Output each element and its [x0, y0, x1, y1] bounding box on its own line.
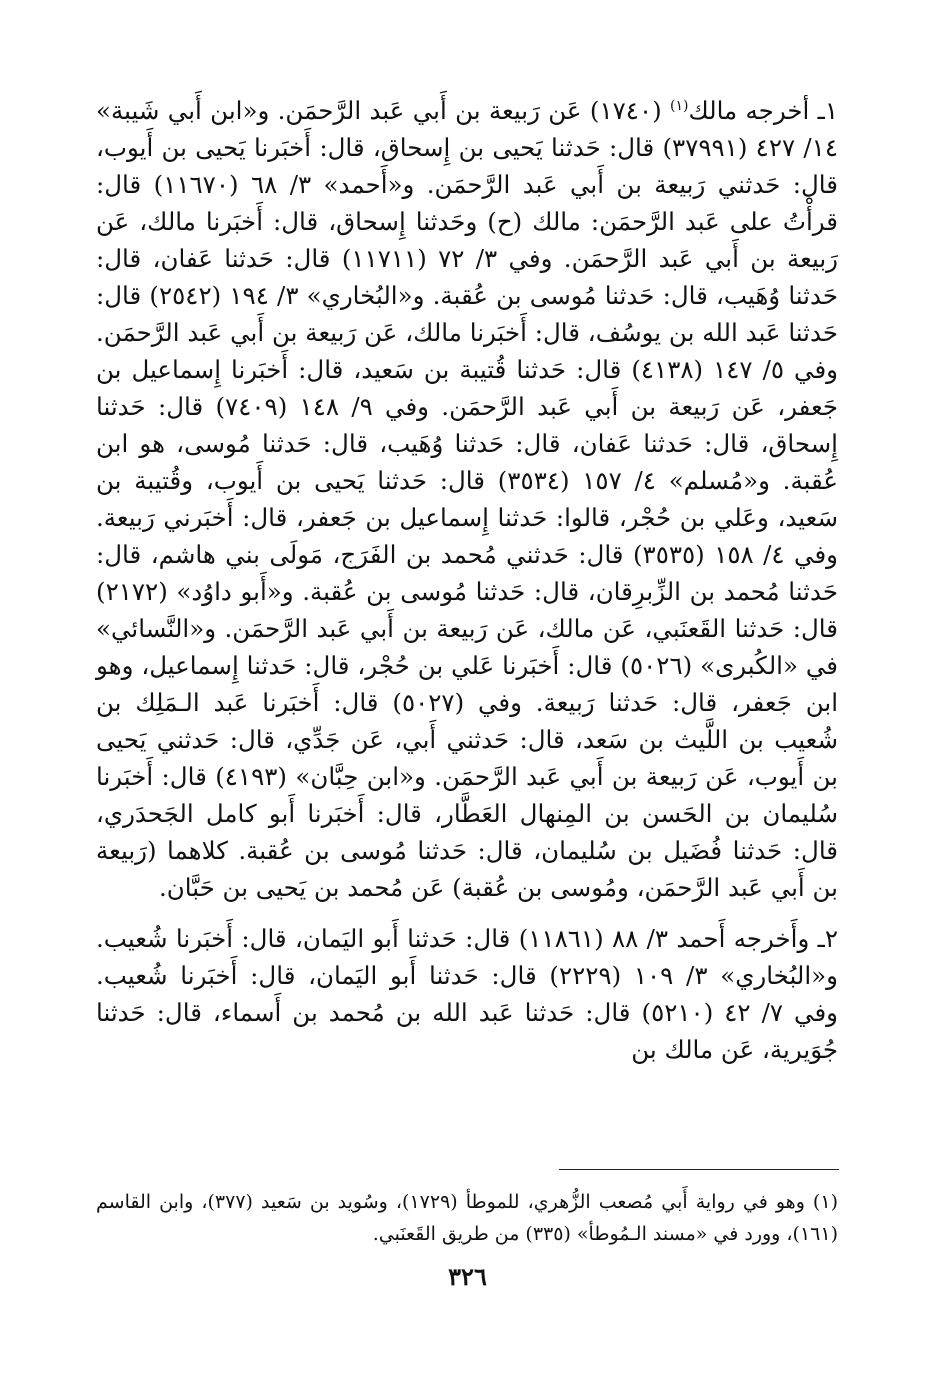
paragraph-1: [96, 92, 838, 906]
main-text: [96, 92, 838, 1068]
footnote: (١) وهو في رواية أَبي مُصعب الزُّهري، للموطأ (١٧٢٩)، وسُويد بن سَعيد (٣٧٧)، وابن القاسم (١٦١)، وورد في «مسند الـمُوطأ» (٣٣٥) من طريق القَعنَبي.: [96, 1191, 838, 1245]
footnote-divider: [559, 1169, 839, 1170]
footnote-reference: (١): [670, 97, 689, 114]
page-number: ٣٢٦: [448, 1262, 487, 1291]
paragraph-2: ٢ـ وأَخرجه أَحمد ٣/ ٨٨ (١١٨٦١) قال: حَدثنا أَبو اليَمان، قال: أَخبَرنا شُعيب. و«البُخاري» ٣/ ١٠٩ (٢٢٢٩) قال: حَدثنا أَبو اليَمان، قال: أَخبَرنا شُعيب. وفي ٧/ ٤٢ (٥٢١٠) قال: حَدثنا عَبد الله بن مُحمد بن أَسماء، قال: حَدثنا جُوَيرية، عَن مالك بن: [96, 924, 838, 1064]
paragraph-1-body: (١٧٤٠) عَن رَبيعة بن أَبي عَبد الرَّحمَن. و«ابن أَبي شَيبة» ١٤/ ٤٢٧ (٣٧٩٩١) قال: حَدثنا يَحيى بن إِسحاق، قال: أَخبَرنا يَحيى بن أَيوب، قال: حَدثني رَبيعة بن أَبي عَبد الرَّحمَن. و«أَحمد» ٣/ ٦٨ (١١٦٧٠) قال: قرأْتُ على عَبد الرَّحمَن: مالك (ح) وحَدثنا إِسحاق، قال: أَخبَرنا مالك، عَن رَبيعة بن أَبي عَبد الرَّحمَن. وفي ٣/ ٧٢ (١١٧١١) قال: حَدثنا عَفان، قال: حَدثنا وُهَيب، قال: حَدثنا مُوسى بن عُقبة. و«البُخاري» ٣/ ١٩٤ (٢٥٤٢) قال: حَدثنا عَبد الله بن يوسُف، قال: أَخبَرنا مالك، عَن رَبيعة بن أَبي عَبد الرَّحمَن. وفي ٥/ ١٤٧ (٤١٣٨) قال: حَدثنا قُتيبة بن سَعيد، قال: أَخبَرنا إِسماعيل بن جَعفر، عَن رَبيعة بن أَبي عَبد الرَّحمَن. وفي ٩/ ١٤٨ (٧٤٠٩) قال: حَدثنا إِسحاق، قال: حَدثنا عَفان، قال: حَدثنا وُهَيب، قال: حَدثنا مُوسى، هو ابن عُقبة. و«مُسلم» ٤/ ١٥٧ (٣٥٣٤) قال: حَدثنا يَحيى بن أَيوب، وقُتيبة بن سَعيد، وعَلي بن حُجْر، قالوا: حَدثنا إِسماعيل بن جَعفر، قال: أَخبَرني رَبيعة. وفي ٤/ ١٥٨ (٣٥٣٥) قال: حَدثني مُحمد بن الفَرَج، مَولَى بني هاشم، قال: حَدثنا مُحمد بن الزِّبرِقان، قال: حَدثنا مُوسى بن عُقبة. و«أَبو داوُد» (٢١٧٢) قال: حَدثنا القَعنَبي، عَن مالك، عَن رَبيعة بن أَبي عَبد الرَّحمَن. و«النَّسائي» في «الكُبرى» (٥٠٢٦) قال: أَخبَرنا عَلي بن حُجْر، قال: حَدثنا إِسماعيل، وهو ابن جَعفر، قال: حَدثنا رَبيعة. وفي (٥٠٢٧) قال: أَخبَرنا عَبد الـمَلِك بن شُعيب بن اللَّيث بن سَعد، قال: حَدثني أَبي، عَن جَدِّي، قال: حَدثني يَحيى بن أَيوب، عَن رَبيعة بن أَبي عَبد الرَّحمَن. و«ابن حِبَّان» (٤١٩٣) قال: أَخبَرنا سُليمان بن الحَسن بن المِنهال العَطَّار، قال: أَخبَرنا أَبو كامل الجَحدَري، قال: حَدثنا فُضَيل بن سُليمان، قال: حَدثنا مُوسى بن عُقبة. كلاهما (رَبيعة بن أَبي عَبد الرَّحمَن، ومُوسى بن عُقبة) عَن مُحمد بن يَحيى بن حَبَّان.: [96, 96, 839, 902]
paragraph-1-start: ١ـ أخرجه مالك: [688, 96, 838, 125]
